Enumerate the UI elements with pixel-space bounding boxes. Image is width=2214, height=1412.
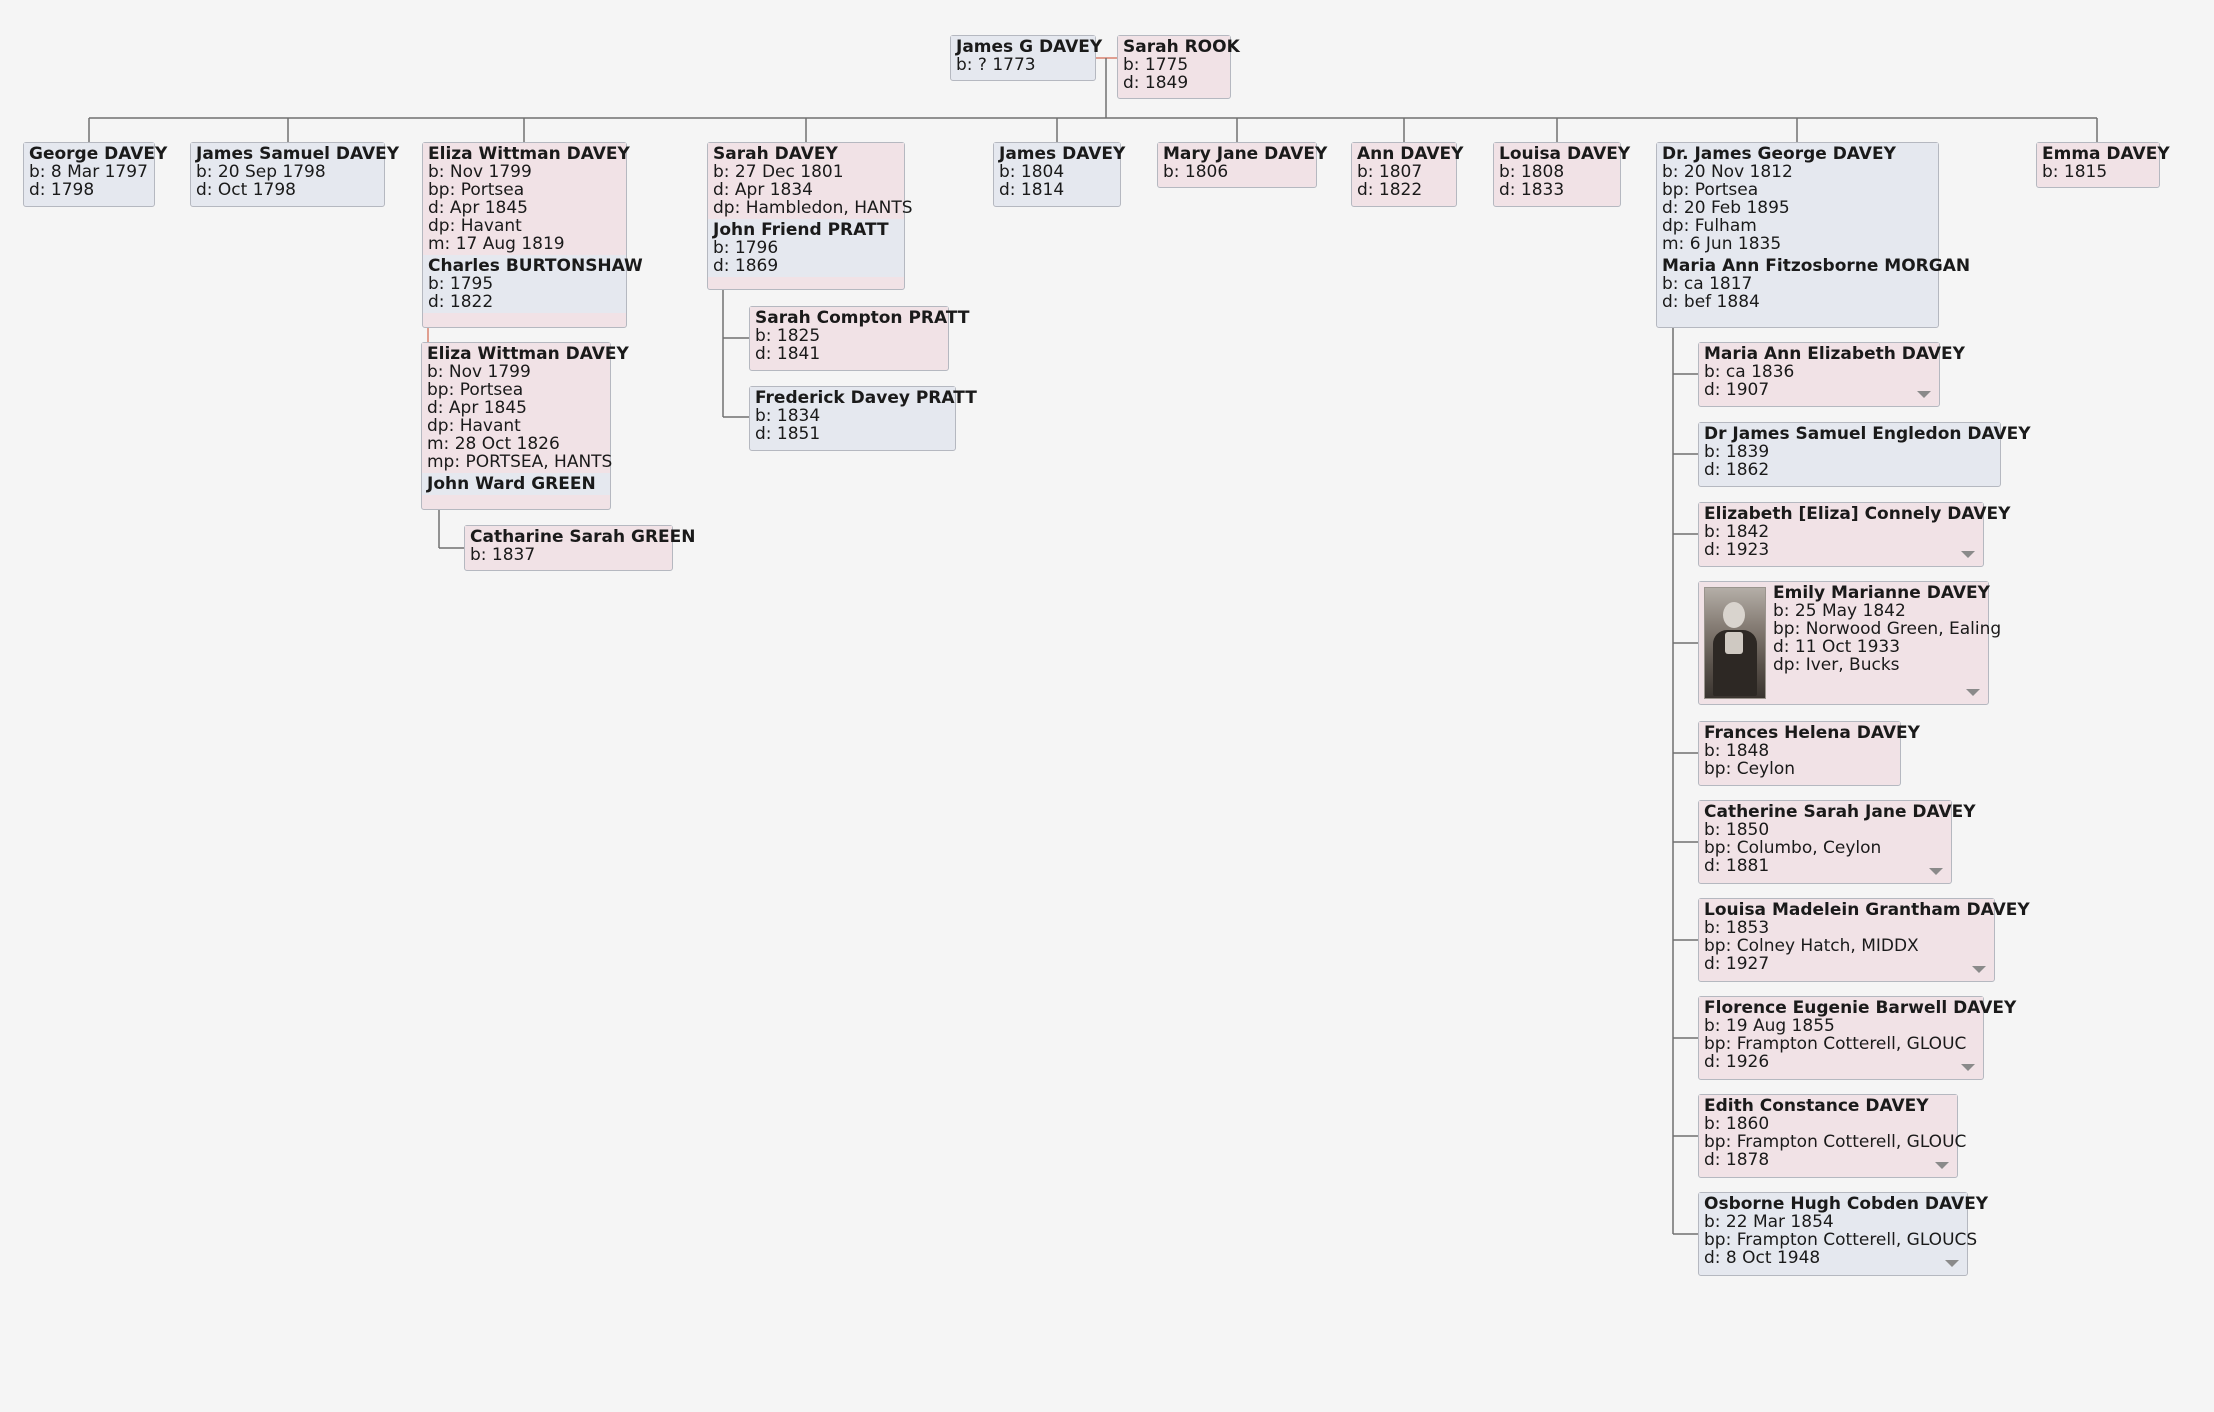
person-section (1699, 503, 2011, 561)
person-card-maria-ann-eliz[interactable] (1698, 342, 1965, 407)
life-fact: b: 1815 (2042, 162, 2108, 182)
life-fact: b: 1804 (999, 162, 1065, 182)
expand-arrow-icon[interactable] (1945, 1260, 1959, 1267)
person-name: James DAVEY (999, 144, 1126, 164)
person-card-emily[interactable] (1698, 581, 2002, 705)
person-card-james-samuel[interactable] (190, 142, 400, 207)
life-fact: b: 1808 (1499, 162, 1565, 182)
life-fact: b: Nov 1799 (428, 162, 532, 182)
person-section (423, 143, 630, 255)
person-name: Eliza Wittman DAVEY (427, 344, 629, 364)
person-name: Sarah Compton PRATT (755, 308, 970, 328)
life-fact: bp: Portsea (427, 380, 524, 400)
person-name: James G DAVEY (956, 37, 1103, 57)
life-fact: bp: Colney Hatch, MIDDX (1704, 936, 1919, 956)
life-fact: b: 1806 (1163, 162, 1229, 182)
person-section (750, 387, 977, 445)
expand-arrow-icon[interactable] (1929, 868, 1943, 875)
life-fact: bp: Norwood Green, Ealing (1773, 619, 2002, 639)
person-card-osborne[interactable] (1698, 1192, 1989, 1276)
life-fact: d: 1849 (1123, 73, 1189, 93)
person-section (1699, 899, 2030, 975)
life-fact: bp: Columbo, Ceylon (1704, 838, 1882, 858)
spouse-name: John Ward GREEN (427, 474, 596, 494)
life-fact: bp: Frampton Cotterell, GLOUC (1704, 1132, 1967, 1152)
person-card-frederick[interactable] (749, 386, 977, 451)
person-section (750, 307, 970, 365)
person-name: Mary Jane DAVEY (1163, 144, 1328, 164)
person-section (191, 143, 400, 201)
person-section (1118, 36, 1240, 94)
person-card-edith[interactable] (1698, 1094, 1967, 1178)
life-fact: d: 1869 (713, 256, 779, 276)
life-fact: b: 1842 (1704, 522, 1770, 542)
life-fact: d: 1851 (755, 424, 821, 444)
person-name: Dr. James George DAVEY (1662, 144, 1896, 164)
life-fact: b: Nov 1799 (427, 362, 531, 382)
spouse-name: Charles BURTONSHAW (428, 256, 643, 276)
life-fact: b: 1860 (1704, 1114, 1770, 1134)
person-name: Dr James Samuel Engledon DAVEY (1704, 424, 2031, 444)
life-fact: dp: Hambledon, HANTS (713, 198, 913, 218)
spouse-section (708, 219, 904, 277)
person-section (1158, 143, 1328, 183)
life-fact: d: 1814 (999, 180, 1065, 200)
person-card-emma[interactable] (2036, 142, 2170, 188)
person-name: Emma DAVEY (2042, 144, 2170, 164)
life-fact: dp: Havant (427, 416, 521, 436)
life-fact: dp: Fulham (1662, 216, 1757, 236)
life-fact: b: 25 May 1842 (1773, 601, 1906, 621)
life-fact: d: bef 1884 (1662, 292, 1760, 312)
life-fact: b: 1834 (755, 406, 821, 426)
life-fact: bp: Portsea (1662, 180, 1759, 200)
expand-arrow-icon[interactable] (1935, 1162, 1949, 1169)
life-fact: b: 1796 (713, 238, 779, 258)
person-card-louisa[interactable] (1493, 142, 1631, 207)
person-section (1352, 143, 1464, 201)
person-section (1699, 1095, 1967, 1171)
person-name: Edith Constance DAVEY (1704, 1096, 1929, 1116)
life-fact: d: Oct 1798 (196, 180, 296, 200)
person-section (1699, 423, 2031, 481)
life-fact: b: 1853 (1704, 918, 1770, 938)
person-card-sarah-compton[interactable] (749, 306, 970, 371)
person-section (1699, 1193, 1989, 1269)
person-card-louisa-m[interactable] (1698, 898, 2030, 982)
person-card-eliza-2[interactable] (421, 342, 629, 510)
person-name: George DAVEY (29, 144, 168, 164)
person-card-sarah-davey[interactable] (707, 142, 913, 290)
person-name: Catharine Sarah GREEN (470, 527, 696, 547)
life-fact: m: 28 Oct 1826 (427, 434, 560, 454)
life-fact: d: 1798 (29, 180, 95, 200)
person-section (951, 36, 1103, 76)
person-section (1699, 997, 2017, 1073)
life-fact: d: 1822 (428, 292, 494, 312)
life-fact: b: 8 Mar 1797 (29, 162, 148, 182)
person-card-catharine-green[interactable] (464, 525, 696, 571)
person-section (1699, 722, 1920, 780)
person-name: Eliza Wittman DAVEY (428, 144, 630, 164)
person-card-florence[interactable] (1698, 996, 2017, 1080)
life-fact: b: 1848 (1704, 741, 1770, 761)
expand-arrow-icon[interactable] (1966, 689, 1980, 696)
life-fact: b: 27 Dec 1801 (713, 162, 844, 182)
person-name: Louisa DAVEY (1499, 144, 1631, 164)
life-fact: b: 1807 (1357, 162, 1423, 182)
life-fact: d: 1907 (1704, 380, 1770, 400)
life-fact: b: 1850 (1704, 820, 1770, 840)
person-name: Louisa Madelein Grantham DAVEY (1704, 900, 2030, 920)
person-section (465, 526, 696, 566)
life-fact: d: 8 Oct 1948 (1704, 1248, 1821, 1268)
person-name: Osborne Hugh Cobden DAVEY (1704, 1194, 1989, 1214)
person-name: Catherine Sarah Jane DAVEY (1704, 802, 1976, 822)
person-section (1657, 143, 1938, 255)
life-fact: dp: Havant (428, 216, 522, 236)
life-fact: d: 1841 (755, 344, 821, 364)
life-fact: b: 1825 (755, 326, 821, 346)
person-card-ann[interactable] (1351, 142, 1464, 207)
expand-arrow-icon[interactable] (1972, 966, 1986, 973)
person-name: Florence Eugenie Barwell DAVEY (1704, 998, 2017, 1018)
spouse-section (1657, 255, 1971, 313)
expand-arrow-icon[interactable] (1961, 1064, 1975, 1071)
person-section (422, 343, 629, 473)
person-card-james-1804[interactable] (993, 142, 1126, 207)
life-fact: bp: Frampton Cotterell, GLOUC (1704, 1034, 1967, 1054)
life-fact: b: ca 1817 (1662, 274, 1753, 294)
person-name: Sarah DAVEY (713, 144, 838, 164)
life-fact: d: 1926 (1704, 1052, 1770, 1072)
life-fact: bp: Ceylon (1704, 759, 1796, 779)
person-name: Frederick Davey PRATT (755, 388, 977, 408)
expand-arrow-icon[interactable] (1917, 391, 1931, 398)
life-fact: d: 1862 (1704, 460, 1770, 480)
spouse-name: Maria Ann Fitzosborne MORGAN (1662, 256, 1971, 276)
person-section (1699, 801, 1976, 877)
person-card-james-g[interactable] (950, 35, 1103, 81)
life-fact: bp: Frampton Cotterell, GLOUCS (1704, 1230, 1978, 1250)
spouse-section (422, 473, 610, 495)
life-fact: m: 17 Aug 1819 (428, 234, 565, 254)
person-card-elizabeth[interactable] (1698, 502, 2011, 567)
person-card-catherine[interactable] (1698, 800, 1976, 884)
life-fact: dp: Iver, Bucks (1773, 655, 1900, 675)
life-fact: d: 1927 (1704, 954, 1770, 974)
person-section (24, 143, 168, 201)
person-name: Ann DAVEY (1357, 144, 1464, 164)
life-fact: d: 1881 (1704, 856, 1770, 876)
life-fact: d: 1833 (1499, 180, 1565, 200)
person-section (2037, 143, 2170, 183)
person-card-dr-james-samuel[interactable] (1698, 422, 2031, 487)
spouse-section (423, 255, 643, 313)
life-fact: d: 11 Oct 1933 (1773, 637, 1901, 657)
life-fact: b: ca 1836 (1704, 362, 1795, 382)
life-fact: b: 1775 (1123, 55, 1189, 75)
life-fact: d: 1878 (1704, 1150, 1770, 1170)
life-fact: b: 19 Aug 1855 (1704, 1016, 1835, 1036)
person-section (708, 143, 913, 219)
person-card-frances[interactable] (1698, 721, 1920, 786)
person-card-george[interactable] (23, 142, 168, 207)
life-fact: d: Apr 1845 (427, 398, 527, 418)
life-fact: b: ? 1773 (956, 55, 1036, 75)
portrait-photo (1704, 587, 1766, 699)
spouse-name: John Friend PRATT (713, 220, 889, 240)
person-name: Elizabeth [Eliza] Connely DAVEY (1704, 504, 2011, 524)
life-fact: d: Apr 1834 (713, 180, 813, 200)
person-name: James Samuel DAVEY (196, 144, 400, 164)
person-section (1494, 143, 1631, 201)
person-card-sarah-rook[interactable] (1117, 35, 1240, 99)
person-section (1699, 343, 1965, 401)
life-fact: b: 20 Nov 1812 (1662, 162, 1793, 182)
person-card-eliza-1[interactable] (422, 142, 643, 328)
life-fact: d: 1822 (1357, 180, 1423, 200)
life-fact: b: 1839 (1704, 442, 1770, 462)
life-fact: b: 1837 (470, 545, 536, 565)
person-name: Sarah ROOK (1123, 37, 1240, 57)
life-fact: b: 1795 (428, 274, 494, 294)
life-fact: b: 20 Sep 1798 (196, 162, 326, 182)
person-section (994, 143, 1126, 201)
life-fact: d: 20 Feb 1895 (1662, 198, 1790, 218)
life-fact: d: 1923 (1704, 540, 1770, 560)
person-name: Emily Marianne DAVEY (1773, 583, 1990, 603)
life-fact: m: 6 Jun 1835 (1662, 234, 1782, 254)
person-name: Maria Ann Elizabeth DAVEY (1704, 344, 1965, 364)
expand-arrow-icon[interactable] (1961, 551, 1975, 558)
person-name: Frances Helena DAVEY (1704, 723, 1920, 743)
life-fact: d: Apr 1845 (428, 198, 528, 218)
life-fact: mp: PORTSEA, HANTS (427, 452, 613, 472)
life-fact: b: 22 Mar 1854 (1704, 1212, 1834, 1232)
person-card-mary-jane[interactable] (1157, 142, 1328, 188)
person-card-dr-james[interactable] (1656, 142, 1971, 328)
life-fact: bp: Portsea (428, 180, 525, 200)
